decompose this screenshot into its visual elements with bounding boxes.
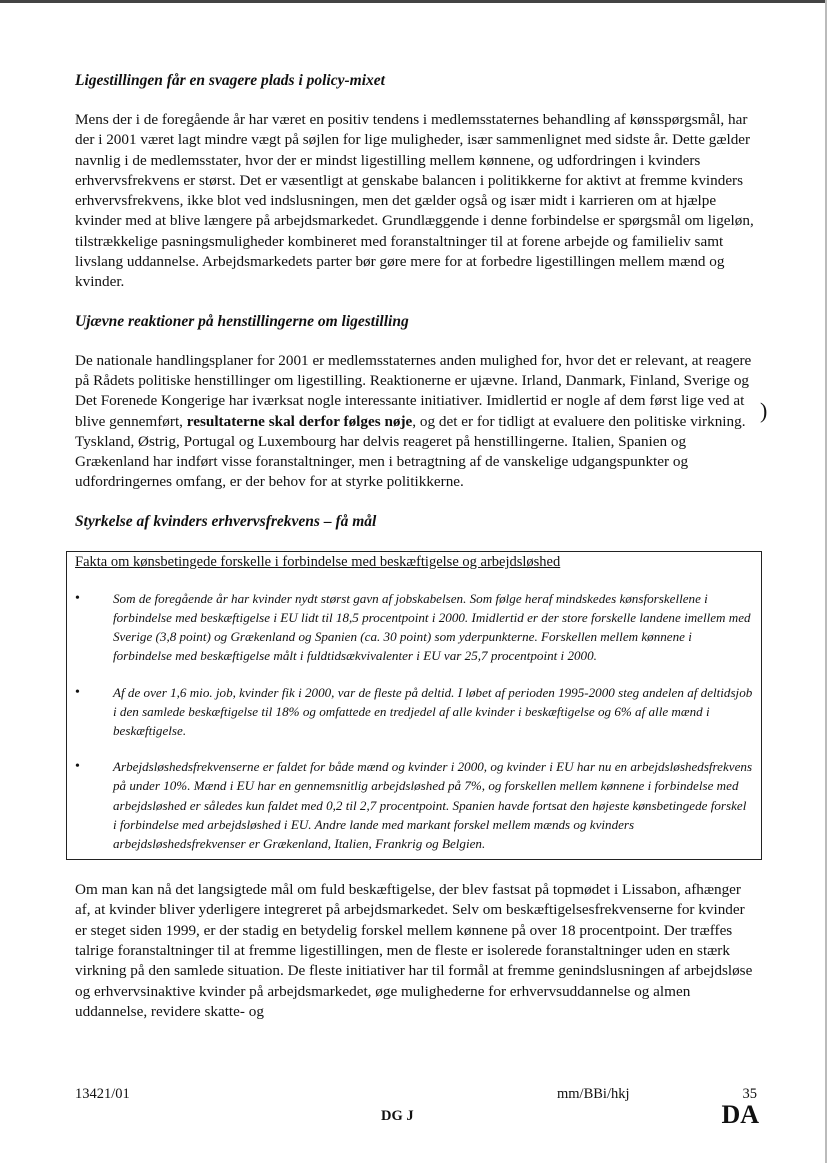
- paragraph-2-text-a: De nationale handlingsplaner for 2001 er medlemsstaternes anden mulighed for, hvor det er relevant, at reagere på Rådets politiske henstillinger om ligestilling. Reaktionerne er ujævne. Irland, Danmark, Finland, Sverige og Det Forenede Kongerige har iværksat nogle interessante initiativer. Imidlertid er nogle af dem først lige ved at blive gennemført,: [75, 351, 752, 430]
- section-heading-1: Ligestillingen får en svagere plads i policy-mixet: [75, 72, 385, 89]
- fact-item-text: Af de over 1,6 mio. job, kvinder fik i 2000, var de fleste på deltid. I løbet af perioden 1995-2000 steg andelen af deltidsjob i den samlede beskæftigelse til 18% og omfattede en tredjedel af alle kvinder i beskæftigelse og 6% af alle mænd i beskæftigelse.: [113, 684, 753, 738]
- fact-item: [75, 757, 753, 853]
- section-heading-3: Styrkelse af kvinders erhvervsfrekvens – få mål: [75, 512, 377, 530]
- paragraph-1: Mens der i de foregående år har været en positiv tendens i medlemsstaternes behandling af kønsspørgsmål, har der i 2001 været lagt mindre vægt på søjlen for lige muligheder, især sammenlignet med sidste år. Dette gælder navnlig i de medlemsstater, hvor der er mindst ligestilling mellem kønnene, og udfordringen i kvinders erhvervsfrekvens er størst. Det er væsentligt at genskabe balancen i politikkerne for aktivt at fremme kvinders erhvervsfrekvens, ikke blot ved indslusningen, men det gælder også og især midt i karrieren om at hjælpe kvinder med at blive længere på arbejdsmarkedet. Grundlæggende i denne forbindelse er spørgsmål om ligeløn, tilstrækkelige pasningsmuligheder kombineret med foranstaltninger til at forene arbejde og familieliv samt livslang uddannelse. Arbejdsmarkedets parter bør gøre mere for at forbedre ligestillingen mellem mænd og kvinder.: [75, 111, 754, 291]
- fact-item: [75, 589, 753, 666]
- bullet-icon: •: [75, 590, 80, 606]
- paragraph-2-text-b: , og det er for tidligt at evaluere den politiske virkning. Tyskland, Østrig, Portugal og Luxembourg har delvis reageret på henstillingerne. Italien, Spanien og Grækenland har indført visse foranstaltninger, men i betragtning af de vanskelige udgangspunkter og udfordringernes omfang, er der behov for at styrke politikkerne.: [75, 412, 746, 491]
- fact-item-text: Arbejdsløshedsfrekvenserne er faldet for både mænd og kvinder i 2000, og kvinder i EU har nu en arbejdsløshedsfrekvens på under 10%. Mænd i EU har en gennemsnitlig arbejdsløshed på 7%, og forskellen mellem kønnene i forbindelse med arbejdsløshed er således kun faldet med 0,2 til 2,7 procentpoint. Spanien havde fortsat den højeste kønsbetingede forskel i forbindelse med arbejdsløshed i EU. Andre lande med markant forskel mellem mænds og kvinders arbejdsløshedsfrekvenser er Grækenland, Italien, Frankrig og Belgien.: [113, 759, 753, 851]
- directorate-label: DG J: [381, 1108, 414, 1124]
- document-page: [75, 72, 759, 1042]
- language-code: DA: [721, 1100, 759, 1129]
- fact-item-text: Som de foregående år har kvinder nydt størst gavn af jobskabelsen. Som følge heraf mindskedes kønsforskellene i forbindelse med beskæftigelse i EU lidt til 18,5 procentpoint i 2000. Imidlertid er der store forskelle landene imellem med Sverige (3,8 point) og Grækenland og Spanien (ca. 30 point) som yderpunkterne. Forskellen mellem kønnene i forbindelse med beskæftigelse målt i fuldtidsækvivalenter i EU var 25,7 procentpoint i 2000.: [113, 590, 751, 664]
- margin-mark-icon: ): [760, 398, 768, 423]
- paragraph-2: [75, 351, 759, 493]
- bullet-icon: •: [75, 759, 80, 775]
- scan-top-edge: [0, 0, 827, 3]
- paragraph-3: Om man kan nå det langsigtede mål om fuld beskæftigelse, der blev fastsat på topmødet i Lissabon, afhænger af, at kvinder bliver yderligere integreret på arbejdsmarkedet. Selv om beskæftigelsesfrekvenserne for kvinder er steget siden 1999, er der stadig en betydelig forskel mellem kønnene på over 18 procentpoint. Der træffes talrige foranstaltninger til at fremme ligestillingen, men de fleste er isolerede foranstaltninger uden en stærk virkning på den samlede situation. De fleste initiativer har til formål at fremme genindslusningen af arbejdsløse og erhvervsinaktive kvinder på arbejdsmarkedet, øge mulighederne for erhvervsuddannelse og almen uddannelse, revidere skatte- og: [75, 881, 753, 1020]
- section-heading-2: Ujævne reaktioner på henstillingerne om ligestilling: [75, 312, 409, 330]
- reference-code: mm/BBi/hkj: [557, 1086, 630, 1102]
- fact-item: [75, 683, 753, 741]
- document-number: 13421/01: [75, 1086, 130, 1102]
- paragraph-2-bold: resultaterne skal derfor følges nøje: [186, 412, 413, 430]
- fact-box-title: Fakta om kønsbetingede forskelle i forbindelse med beskæftigelse og arbejdsløshed: [75, 553, 561, 570]
- bullet-icon: •: [75, 684, 80, 700]
- fact-box: [66, 551, 762, 860]
- page-number: 35: [742, 1086, 757, 1102]
